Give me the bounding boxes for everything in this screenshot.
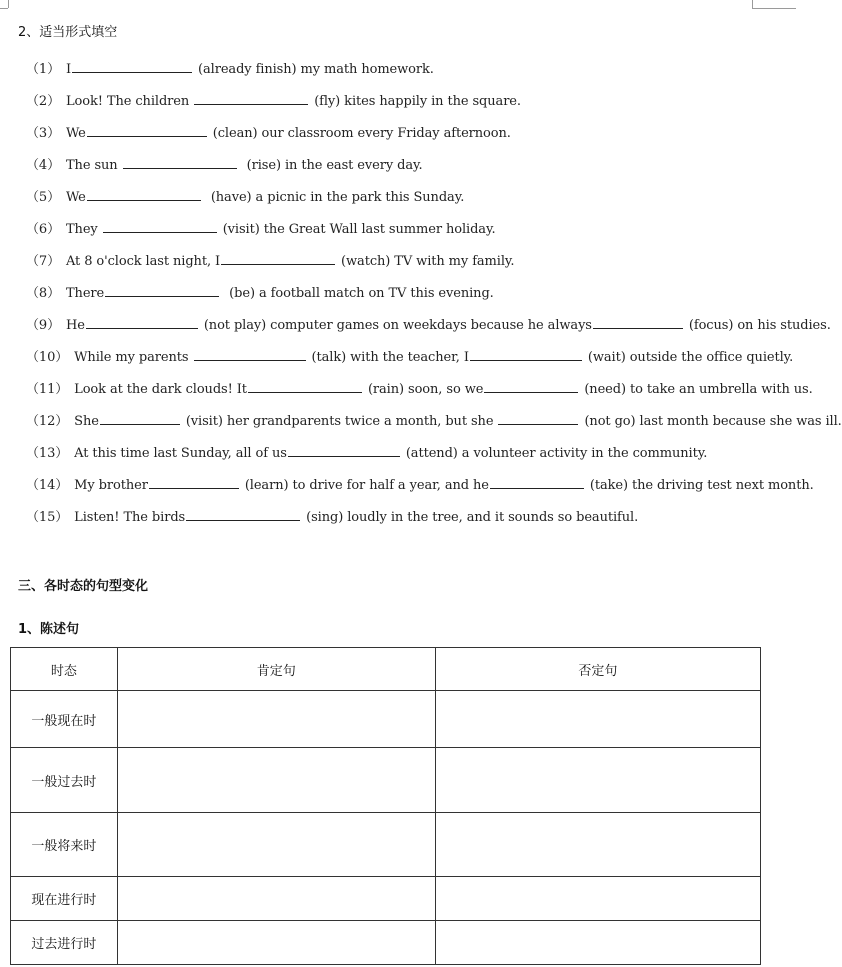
answer-blank[interactable] bbox=[123, 155, 237, 169]
question-item bbox=[26, 187, 786, 219]
question-text: (clean) our classroom every Friday afternoon. bbox=[212, 126, 511, 141]
question-number: （9） bbox=[26, 318, 60, 333]
question-text: We bbox=[65, 190, 86, 205]
question-item bbox=[26, 155, 786, 187]
tense-name: 现在进行时 bbox=[11, 877, 118, 921]
negative-cell[interactable] bbox=[435, 813, 760, 877]
question-text: There bbox=[65, 286, 105, 301]
question-item bbox=[26, 411, 842, 443]
question-text: (be) a football match on TV this evening. bbox=[225, 286, 494, 301]
question-number: （10） bbox=[26, 350, 69, 365]
section-title-sentence-changes: 三、各时态的句型变化 bbox=[18, 579, 149, 594]
answer-blank[interactable] bbox=[484, 379, 578, 393]
question-item bbox=[26, 59, 786, 91]
answer-blank[interactable] bbox=[186, 507, 300, 521]
question-text: (visit) her grandparents twice a month, but she bbox=[185, 414, 498, 429]
question-text: (already finish) my math homework. bbox=[198, 62, 434, 77]
question-number: （13） bbox=[26, 446, 69, 461]
negative-cell[interactable] bbox=[435, 921, 760, 965]
question-text: I bbox=[65, 62, 72, 77]
answer-blank[interactable] bbox=[100, 411, 180, 425]
question-item bbox=[26, 91, 786, 123]
answer-blank[interactable] bbox=[194, 347, 306, 361]
question-number: （6） bbox=[26, 222, 60, 237]
answer-blank[interactable] bbox=[288, 443, 400, 457]
question-text: (rain) soon, so we bbox=[367, 382, 484, 397]
table-header-row bbox=[11, 648, 761, 691]
answer-blank[interactable] bbox=[103, 219, 217, 233]
negative-cell[interactable] bbox=[435, 748, 760, 813]
question-text: Listen! The birds bbox=[74, 510, 186, 525]
question-text: (take) the driving test next month. bbox=[589, 478, 814, 493]
question-item bbox=[26, 123, 786, 155]
question-text: (watch) TV with my family. bbox=[341, 254, 515, 269]
answer-blank[interactable] bbox=[248, 379, 362, 393]
question-text: She bbox=[74, 414, 99, 429]
question-text: We bbox=[65, 126, 86, 141]
question-text: (need) to take an umbrella with us. bbox=[584, 382, 813, 397]
question-text: They bbox=[65, 222, 102, 237]
question-number: （12） bbox=[26, 414, 69, 429]
question-text: (talk) with the teacher, I bbox=[311, 350, 469, 365]
question-number: （14） bbox=[26, 478, 69, 493]
tense-table bbox=[10, 647, 761, 965]
header-affirmative: 肯定句 bbox=[117, 648, 435, 691]
question-text: (sing) loudly in the tree, and it sounds so beautiful. bbox=[306, 510, 639, 525]
question-text: Look at the dark clouds! It bbox=[74, 382, 247, 397]
affirmative-cell[interactable] bbox=[117, 691, 435, 748]
question-number: （1） bbox=[26, 62, 60, 77]
answer-blank[interactable] bbox=[470, 347, 582, 361]
negative-cell[interactable] bbox=[435, 691, 760, 748]
question-text: At this time last Sunday, all of us bbox=[74, 446, 287, 461]
question-text: My brother bbox=[74, 478, 148, 493]
question-number: （3） bbox=[26, 126, 60, 141]
question-item bbox=[26, 283, 786, 315]
question-item bbox=[26, 347, 794, 379]
question-text: (wait) outside the office quietly. bbox=[587, 350, 794, 365]
header-negative: 否定句 bbox=[435, 648, 760, 691]
question-text: (fly) kites happily in the square. bbox=[314, 94, 521, 109]
question-number: （11） bbox=[26, 382, 69, 397]
question-text: (not go) last month because she was ill. bbox=[584, 414, 842, 429]
question-text: The sun bbox=[65, 158, 122, 173]
answer-blank[interactable] bbox=[221, 251, 335, 265]
question-text: (learn) to drive for half a year, and he bbox=[244, 478, 489, 493]
question-text: He bbox=[65, 318, 85, 333]
answer-blank[interactable] bbox=[86, 315, 198, 329]
tense-name: 过去进行时 bbox=[11, 921, 118, 965]
question-item bbox=[26, 379, 813, 411]
question-number: （15） bbox=[26, 510, 69, 525]
answer-blank[interactable] bbox=[87, 187, 201, 201]
question-item bbox=[26, 507, 786, 539]
answer-blank[interactable] bbox=[593, 315, 683, 329]
subsection-title-declarative: 1、陈述句 bbox=[18, 622, 80, 637]
question-text: Look! The children bbox=[65, 94, 194, 109]
tense-name: 一般过去时 bbox=[11, 748, 118, 813]
question-text: While my parents bbox=[74, 350, 193, 365]
question-number: （7） bbox=[26, 254, 60, 269]
question-text: At 8 o'clock last night, I bbox=[65, 254, 221, 269]
question-text: (attend) a volunteer activity in the community. bbox=[405, 446, 708, 461]
answer-blank[interactable] bbox=[72, 59, 192, 73]
question-item bbox=[26, 475, 814, 507]
question-number: （5） bbox=[26, 190, 60, 205]
question-item bbox=[26, 315, 831, 347]
affirmative-cell[interactable] bbox=[117, 748, 435, 813]
question-text: (have) a picnic in the park this Sunday. bbox=[206, 190, 465, 205]
answer-blank[interactable] bbox=[105, 283, 219, 297]
answer-blank[interactable] bbox=[194, 91, 308, 105]
affirmative-cell[interactable] bbox=[117, 813, 435, 877]
negative-cell[interactable] bbox=[435, 877, 760, 921]
tense-name: 一般现在时 bbox=[11, 691, 118, 748]
question-item bbox=[26, 251, 786, 283]
table-row bbox=[11, 691, 761, 748]
question-text: (visit) the Great Wall last summer holiday. bbox=[222, 222, 496, 237]
tense-name: 一般将来时 bbox=[11, 813, 118, 877]
question-item bbox=[26, 219, 786, 251]
table-row bbox=[11, 748, 761, 813]
question-text: (rise) in the east every day. bbox=[242, 158, 423, 173]
answer-blank[interactable] bbox=[498, 411, 578, 425]
section-title-fill-in: 2、适当形式填空 bbox=[18, 25, 118, 40]
header-tense: 时态 bbox=[11, 648, 118, 691]
question-text: (not play) computer games on weekdays because he always bbox=[203, 318, 592, 333]
table-row bbox=[11, 921, 761, 965]
question-number: （2） bbox=[26, 94, 60, 109]
affirmative-cell[interactable] bbox=[117, 877, 435, 921]
table-row bbox=[11, 877, 761, 921]
question-list bbox=[26, 59, 842, 539]
answer-blank[interactable] bbox=[490, 475, 584, 489]
question-number: （8） bbox=[26, 286, 60, 301]
question-number: （4） bbox=[26, 158, 60, 173]
question-text: (focus) on his studies. bbox=[688, 318, 831, 333]
question-item bbox=[26, 443, 786, 475]
answer-blank[interactable] bbox=[87, 123, 207, 137]
answer-blank[interactable] bbox=[149, 475, 239, 489]
affirmative-cell[interactable] bbox=[117, 921, 435, 965]
table-row bbox=[11, 813, 761, 877]
